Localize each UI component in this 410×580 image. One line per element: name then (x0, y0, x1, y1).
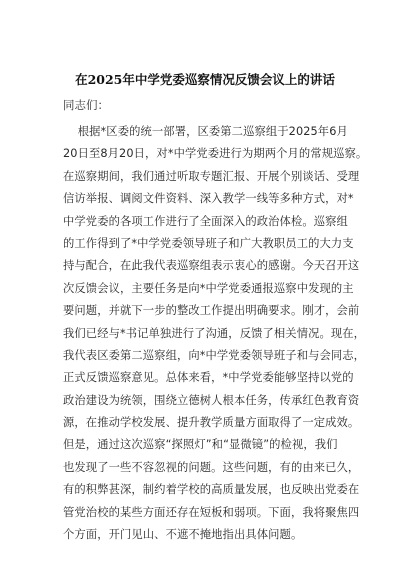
body-line: 次反馈会议，主要任务是向*中学党委通报巡察中发现的主 (63, 281, 354, 295)
body-line: 的工作得到了*中学党委领导班子和广大教职员工的大力支 (63, 236, 354, 250)
body-line: 正式反馈巡察意见。总体来看，*中学党委能够坚持以党的 (63, 371, 354, 385)
body-line: 要问题，并就下一步的整改工作提出明确要求。刚才，会前 (63, 304, 360, 318)
body-line: 源，在推动学校发展、提升教学质量方面取得了一定成效。 (63, 416, 360, 430)
body-line: 管党治校的某些方面还存在短板和弱项。下面，我将聚焦四 (63, 505, 360, 519)
body-text (63, 121, 368, 546)
document-title: 在2025年中学党委巡察情况反馈会议上的讲话 (75, 72, 335, 87)
body-line: 也发现了一些不容忽视的问题。这些问题，有的由来已久， (63, 460, 360, 474)
body-line: 信访举报、调阅文件资料、深入教学一线等多种方式，对* (63, 192, 354, 206)
salutation: 同志们： (63, 98, 109, 112)
body-line: 但是，通过这次巡察“探照灯”和“显微镜”的检视，我们 (63, 438, 338, 452)
body-line: 根据*区委的统一部署，区委第二巡察组于2025年6月 (63, 125, 348, 138)
body-line: 中学党委的各项工作进行了全面深入的政治体检。巡察组 (63, 214, 348, 228)
body-line: 在巡察期间，我们通过听取专题汇报、开展个别谈话、受理 (63, 169, 360, 183)
body-line: 我们已经与*书记单独进行了沟通，反馈了相关情况。现在， (63, 326, 366, 340)
body-line: 有的积弊甚深，制约着学校的高质量发展，也反映出党委在 (63, 483, 360, 497)
body-line: 持与配合，在此我代表巡察组表示衷心的感谢。今天召开这 (63, 259, 360, 273)
body-line: 政治建设为统领，围绕立德树人根本任务，传承红色教育资 (63, 393, 360, 407)
body-line: 20日至8月20日，对*中学党委进行为期两个月的常规巡察。 (63, 147, 368, 161)
body-line: 个方面，开门见山、不遮不掩地指出具体问题。 (63, 528, 303, 542)
body-line: 我代表区委第二巡察组，向*中学党委领导班子和与会同志， (63, 348, 366, 362)
